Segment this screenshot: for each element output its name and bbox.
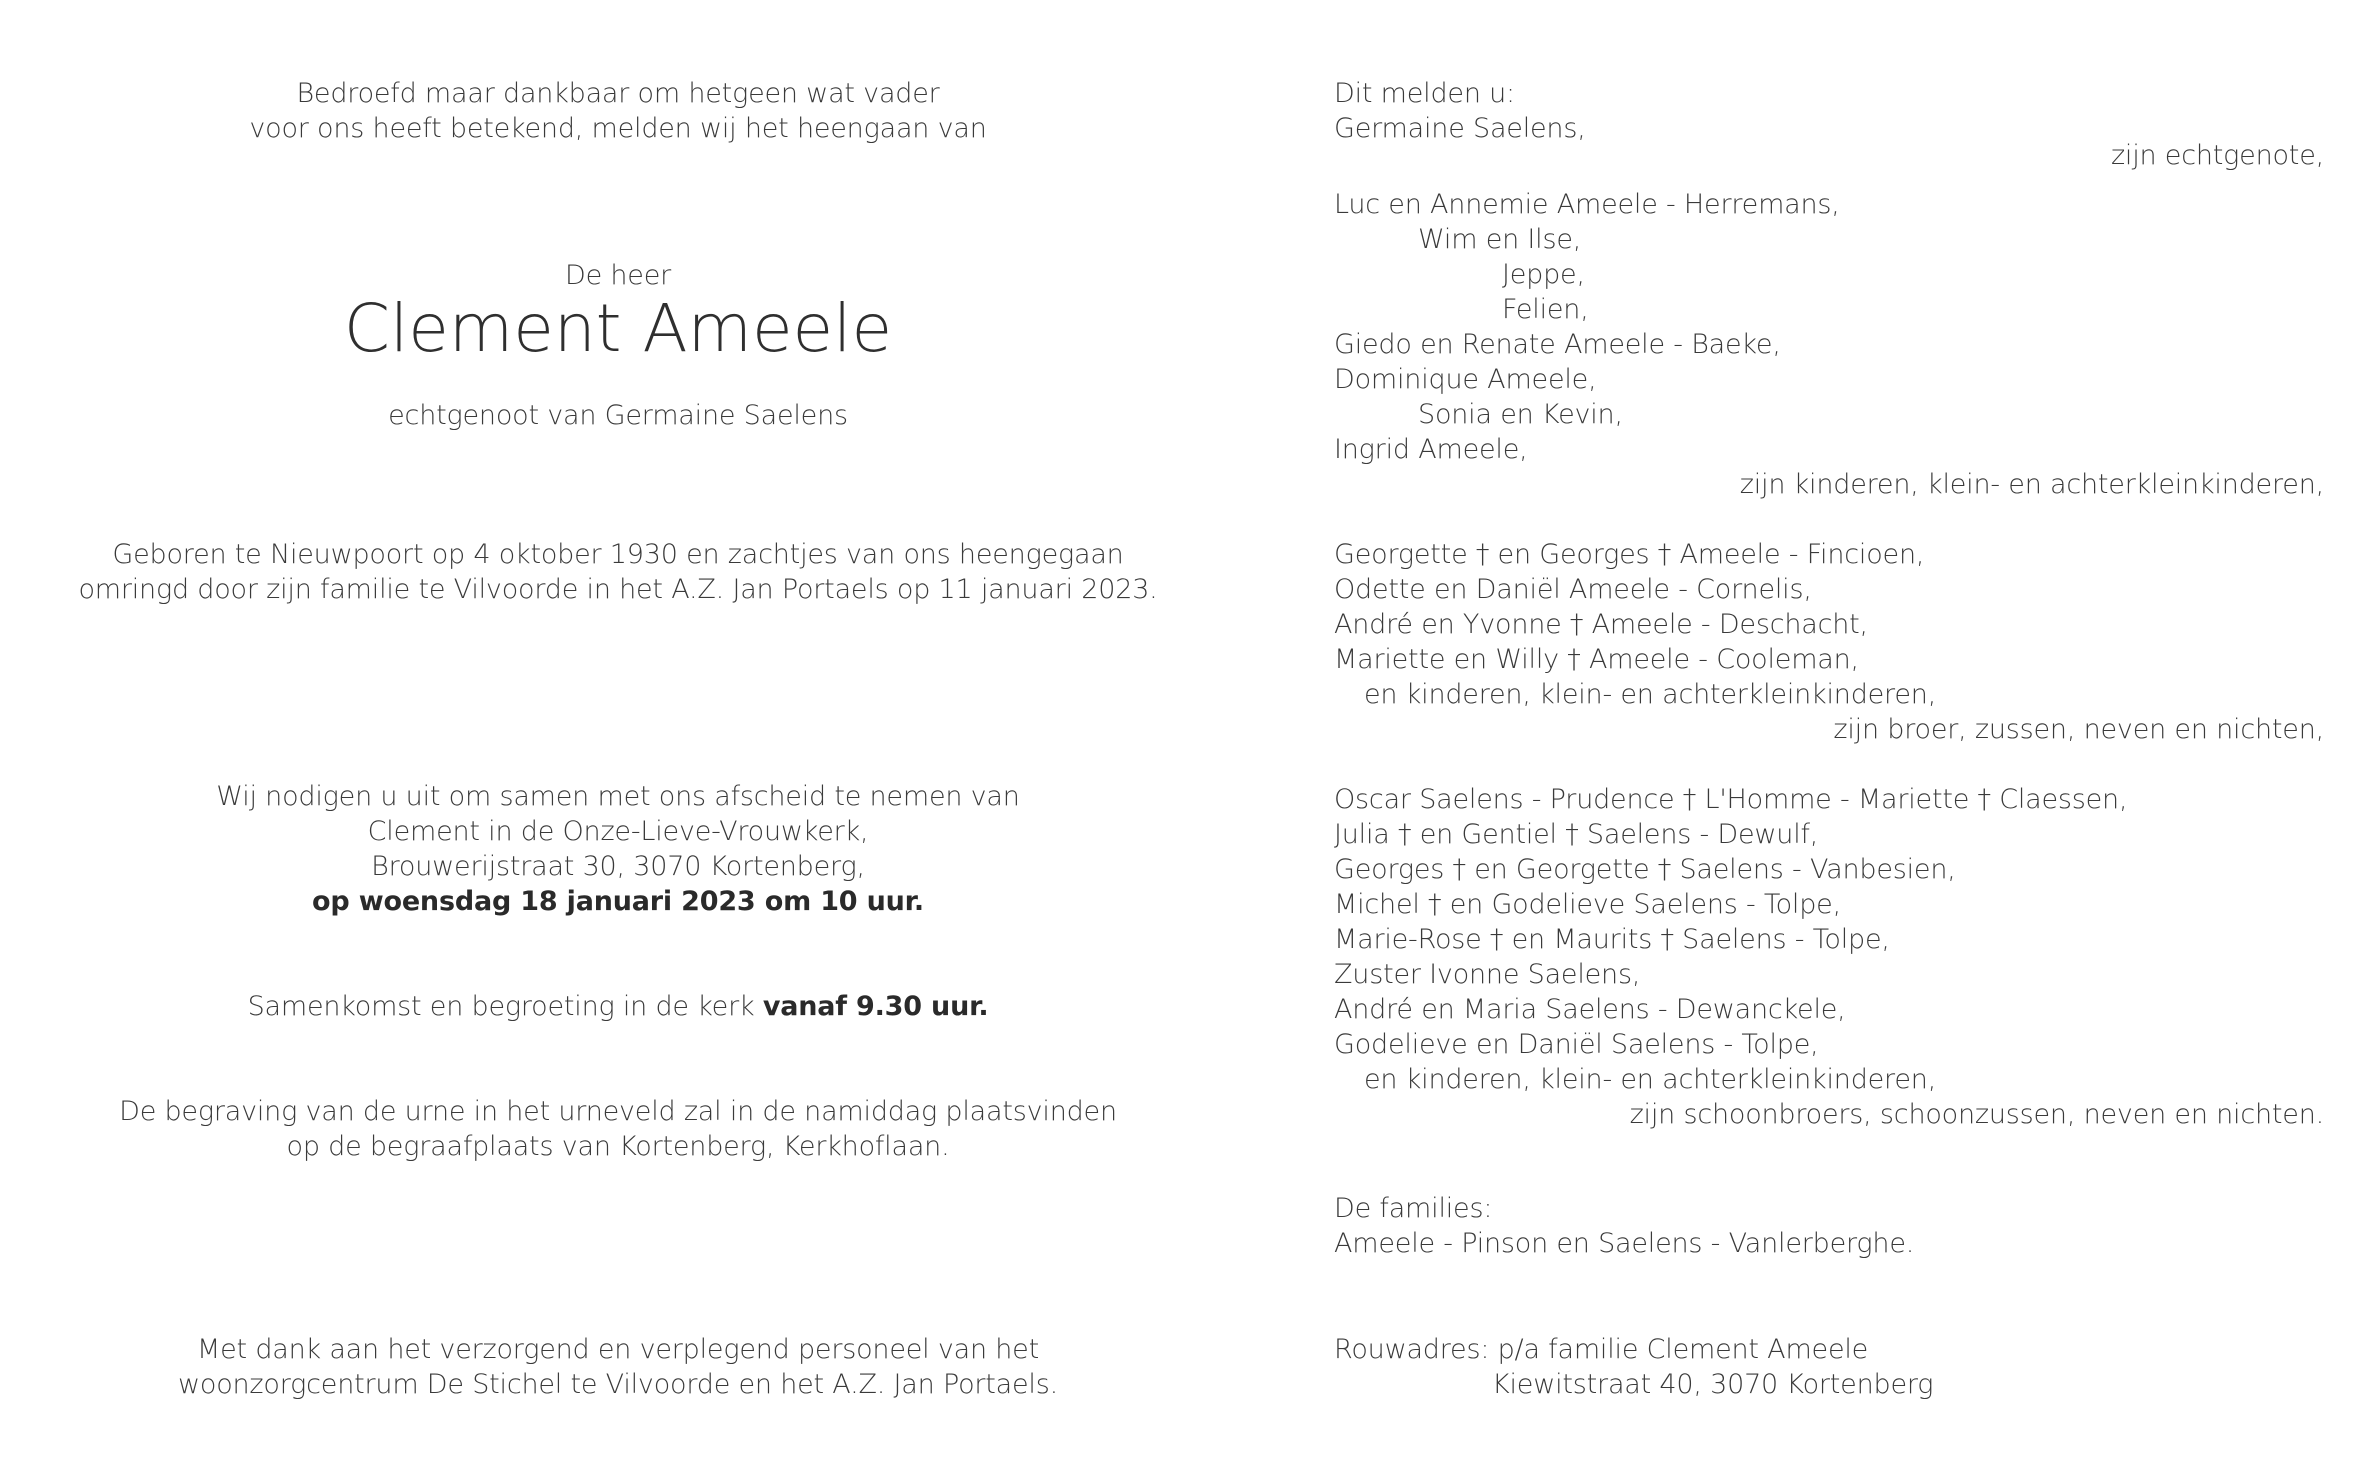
grandchild-line: Wim en Ilse, [1418, 224, 1582, 255]
inlaw-descendants-line: en kinderen, klein- en achterkleinkinderen, [1364, 1064, 1937, 1095]
deceased-name: Clement Ameele [343, 290, 893, 367]
birth-line-2: omringd door zijn familie te Vilvoorde in het A.Z. Jan Portaels op 11 januari 2023. [78, 574, 1158, 605]
inlaw-line: Zuster Ivonne Saelens, [1334, 959, 1641, 990]
inlaw-line: Georges † en Georgette † Saelens - Vanbesien, [1334, 854, 1956, 885]
child-line: Luc en Annemie Ameele - Herremans, [1334, 189, 1840, 220]
grandchild-line: Sonia en Kevin, [1418, 399, 1623, 430]
spouse-line: echtgenoot van Germaine Saelens [388, 400, 848, 431]
thanks-line-1: Met dank aan het verzorgend en verplegend personeel van het [197, 1334, 1039, 1365]
intro-line-1: Bedroefd maar dankbaar om hetgeen wat vader [296, 78, 940, 109]
address-label: Rouwadres: p/a familie Clement Ameele [1334, 1334, 1869, 1365]
greatgrandchild-line: Jeppe, [1502, 259, 1585, 290]
families-names: Ameele - Pinson en Saelens - Vanlerberghe. [1334, 1228, 1915, 1259]
greatgrandchild-line: Felien, [1502, 294, 1589, 325]
inlaws-role: zijn schoonbroers, schoonzussen, neven en nichten. [1629, 1099, 2324, 1130]
child-line: Dominique Ameele, [1334, 364, 1597, 395]
inlaw-line: Godelieve en Daniël Saelens - Tolpe, [1334, 1029, 1819, 1060]
address-street: Kiewitstraat 40, 3070 Kortenberg [1492, 1369, 1934, 1400]
child-line: Giedo en Renate Ameele - Baeke, [1334, 329, 1781, 360]
gathering-time: vanaf 9.30 uur. [762, 991, 989, 1022]
burial-line-1: De begraving van de urne in het urneveld zal in de namiddag plaatsvinden [119, 1096, 1117, 1127]
inlaw-line: Marie-Rose † en Maurits † Saelens - Tolpe, [1334, 924, 1890, 955]
spouse-name: Germaine Saelens, [1334, 113, 1586, 144]
invite-line-1: Wij nodigen u uit om samen met ons afscheid te nemen van [216, 781, 1020, 812]
sibling-line: André en Yvonne † Ameele - Deschacht, [1334, 609, 1868, 640]
children-role: zijn kinderen, klein- en achterkleinkinderen, [1739, 469, 2324, 500]
inlaw-line: Julia † en Gentiel † Saelens - Dewulf, [1334, 819, 1819, 850]
inlaw-line: Michel † en Godelieve Saelens - Tolpe, [1334, 889, 1841, 920]
siblings-role: zijn broer, zussen, neven en nichten, [1833, 714, 2324, 745]
inlaw-line: Oscar Saelens - Prudence † L'Homme - Mariette † Claessen, [1334, 784, 2128, 815]
ceremony-date: op woensdag 18 januari 2023 om 10 uur. [312, 886, 924, 917]
birth-line-1: Geboren te Nieuwpoort op 4 oktober 1930 en zachtjes van ons heengegaan [112, 539, 1124, 570]
right-column [1334, 0, 2324, 1476]
invite-line-2: Clement in de Onze-Lieve-Vrouwkerk, [367, 816, 869, 847]
inlaw-line: André en Maria Saelens - Dewanckele, [1334, 994, 1846, 1025]
thanks-line-2: woonzorgcentrum De Stichel te Vilvoorde en het A.Z. Jan Portaels. [178, 1369, 1058, 1400]
title-prefix: De heer [564, 260, 672, 291]
invite-line-3: Brouwerijstraat 30, 3070 Kortenberg, [371, 851, 865, 882]
gathering-line [0, 989, 1236, 1024]
sibling-line: Mariette en Willy † Ameele - Cooleman, [1334, 644, 1859, 675]
sibling-line: Odette en Daniël Ameele - Cornelis, [1334, 574, 1812, 605]
intro-line-2: voor ons heeft betekend, melden wij het heengaan van [249, 113, 987, 144]
announce-label: Dit melden u: [1334, 78, 1515, 109]
burial-line-2: op de begraafplaats van Kortenberg, Kerkhoflaan. [286, 1131, 950, 1162]
gathering-text: Samenkomst en begroeting in de kerk [247, 991, 763, 1022]
families-label: De families: [1334, 1193, 1493, 1224]
sibling-descendants-line: en kinderen, klein- en achterkleinkinderen, [1364, 679, 1937, 710]
spouse-role: zijn echtgenote, [2110, 140, 2324, 171]
sibling-line: Georgette † en Georges † Ameele - Fincioen, [1334, 539, 1925, 570]
child-line: Ingrid Ameele, [1334, 434, 1528, 465]
